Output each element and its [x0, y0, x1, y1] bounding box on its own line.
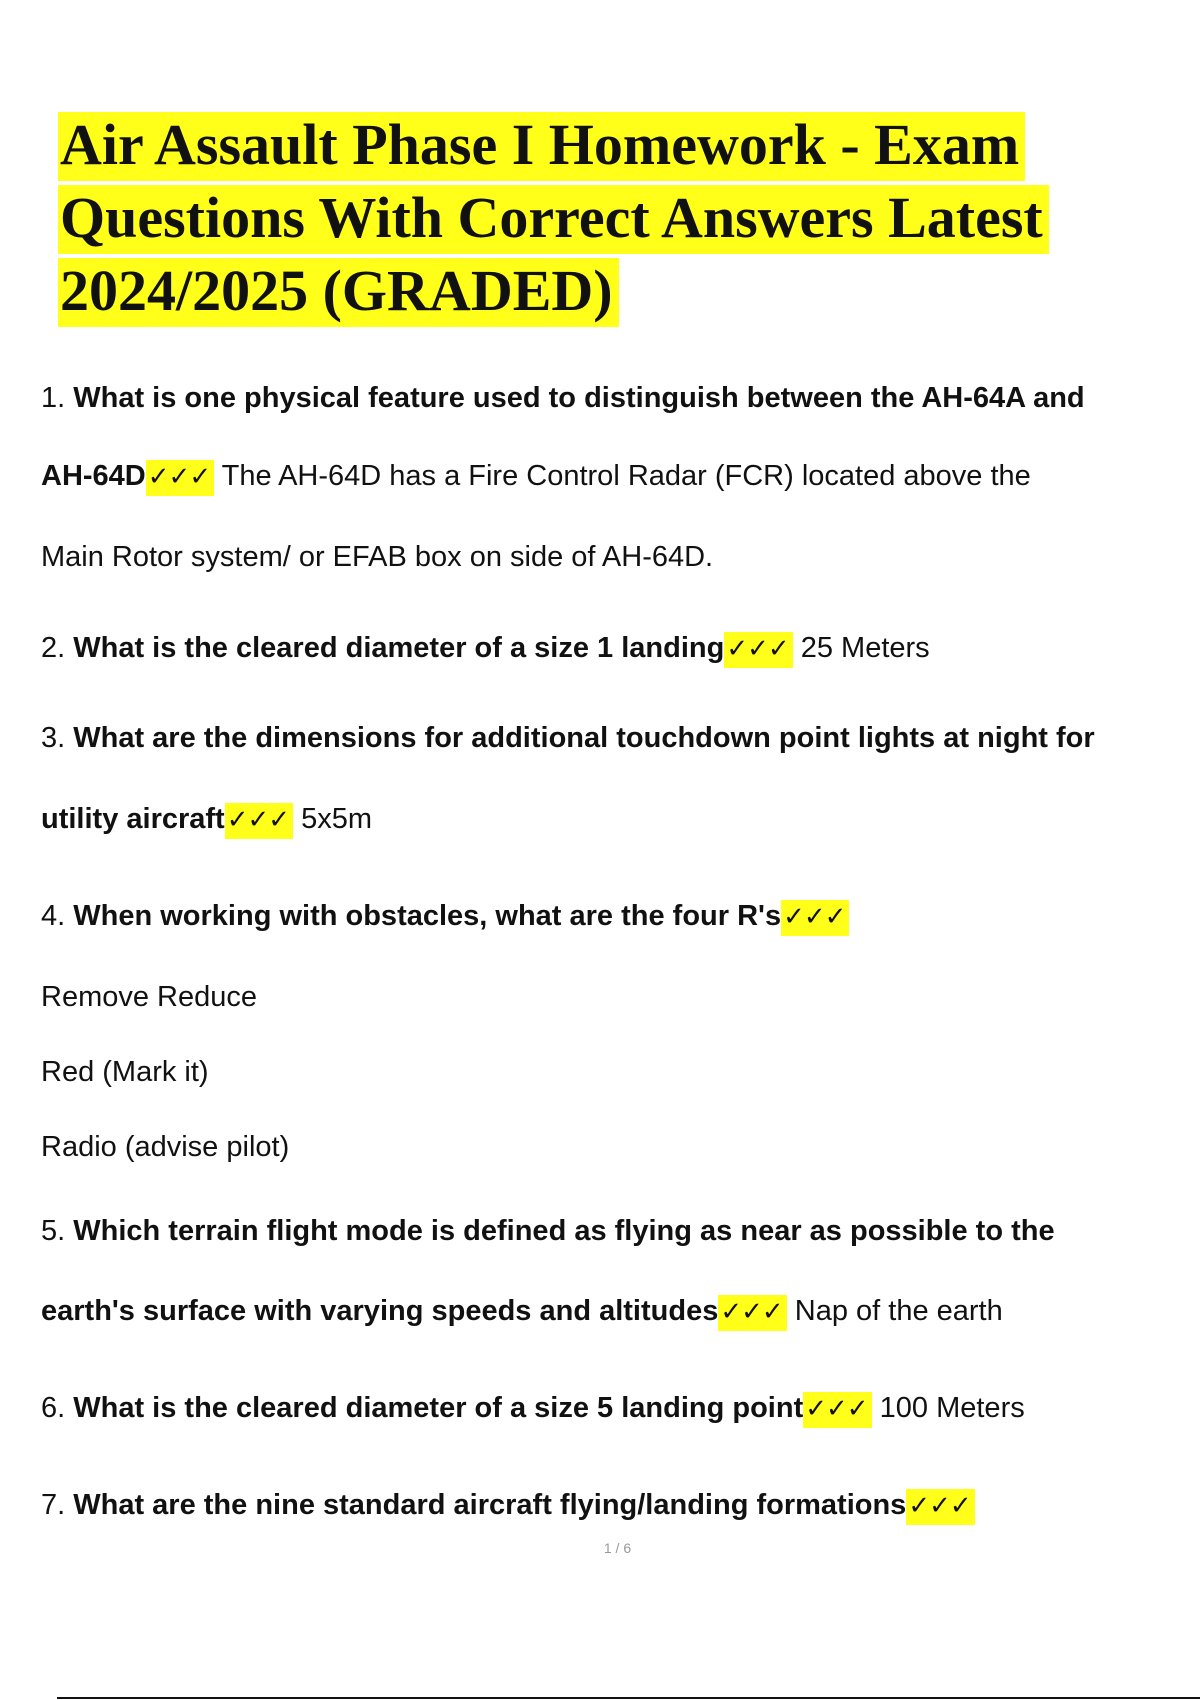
- q5-check-icon: ✓✓✓: [718, 1295, 786, 1331]
- q1-line-3: [41, 537, 713, 577]
- q1-check-icon: ✓✓✓: [146, 460, 214, 496]
- q3-question-text-cont: utility aircraft: [41, 803, 225, 835]
- q4-answer-2: Red (Mark it): [41, 1056, 209, 1088]
- q5-line-1: [41, 1211, 1055, 1251]
- q6-check-icon: ✓✓✓: [803, 1392, 871, 1428]
- q2-line: [41, 628, 930, 669]
- title-highlight: [58, 112, 1049, 327]
- q1-question-text: What is one physical feature used to distinguish between the AH-64A and: [73, 382, 1085, 414]
- q3-answer-text: 5x5m: [293, 803, 373, 835]
- q2-answer-text: 25 Meters: [792, 632, 930, 664]
- q5-line-2: [41, 1291, 1003, 1332]
- q2-check-icon: ✓✓✓: [724, 632, 792, 668]
- q7-line: [41, 1485, 975, 1526]
- q1-line-1: [41, 378, 1085, 418]
- q2-number: 2.: [41, 632, 66, 664]
- q7-number: 7.: [41, 1489, 66, 1521]
- q5-answer-text: Nap of the earth: [786, 1295, 1003, 1327]
- q3-line-1: [41, 718, 1095, 758]
- q5-question-text-cont: earth's surface with varying speeds and altitudes: [41, 1295, 719, 1327]
- q6-question-text: What is the cleared diameter of a size 5 landing point: [73, 1392, 804, 1424]
- q1-line-2: [41, 456, 1031, 497]
- q1-answer-text-cont: Main Rotor system/ or EFAB box on side of AH-64D.: [41, 541, 714, 573]
- q6-answer-text: 100 Meters: [871, 1392, 1025, 1424]
- title-line-1: Air Assault Phase I Homework - Exam: [60, 112, 1020, 177]
- q4-answer-1: Remove Reduce: [41, 981, 257, 1013]
- q3-question-text: What are the dimensions for additional touchdown point lights at night for: [73, 722, 1095, 754]
- document-title: [58, 108, 1188, 327]
- q6-line: [41, 1388, 1025, 1429]
- page-indicator: 1 / 6: [603, 1540, 632, 1556]
- q5-question-text: Which terrain flight mode is defined as flying as near as possible to the: [73, 1215, 1055, 1247]
- q2-question-text: What is the cleared diameter of a size 1 landing: [73, 632, 725, 664]
- q5-number: 5.: [41, 1215, 66, 1247]
- q1-question-text-cont: AH-64D: [41, 460, 146, 492]
- q3-number: 3.: [41, 722, 66, 754]
- q7-check-icon: ✓✓✓: [906, 1489, 974, 1525]
- q4-line: [41, 896, 849, 937]
- q3-check-icon: ✓✓✓: [225, 803, 293, 839]
- q4-answer-3: Radio (advise pilot): [41, 1131, 290, 1163]
- q4-number: 4.: [41, 900, 66, 932]
- q1-answer-text: The AH-64D has a Fire Control Radar (FCR) located above the: [214, 460, 1031, 492]
- q7-question-text: What are the nine standard aircraft flying/landing formations: [73, 1489, 907, 1521]
- q6-number: 6.: [41, 1392, 66, 1424]
- q4-check-icon: ✓✓✓: [781, 900, 849, 936]
- footer-divider: [57, 1697, 1200, 1699]
- q3-line-2: [41, 799, 372, 840]
- title-line-2: Questions With Correct Answers Latest: [60, 185, 1043, 250]
- q4-question-text: When working with obstacles, what are the four R's: [73, 900, 782, 932]
- title-line-3: 2024/2025 (GRADED): [60, 258, 613, 323]
- q1-number: 1.: [41, 382, 66, 414]
